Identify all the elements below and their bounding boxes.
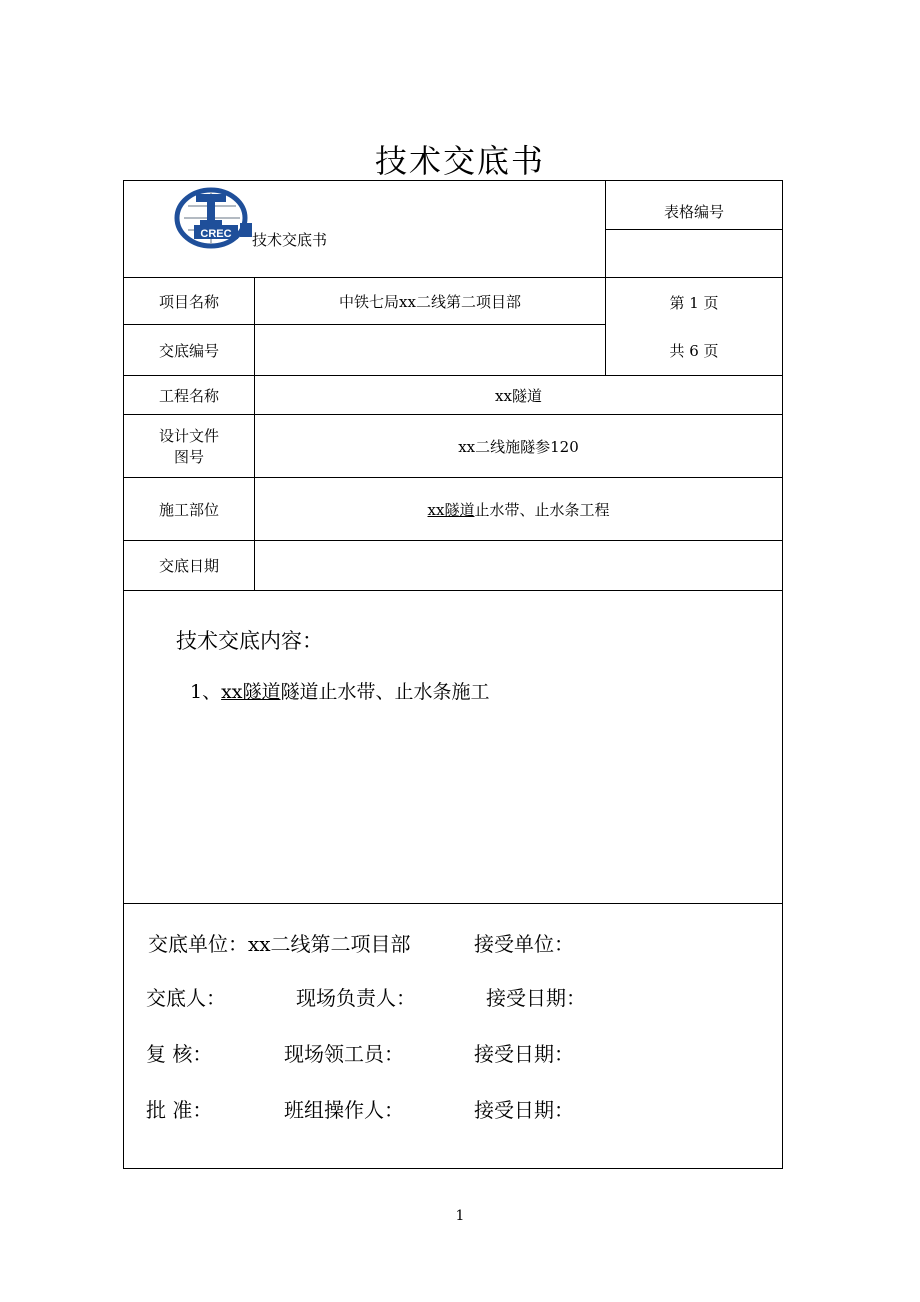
disclosure-no-label: 交底编号 [124,325,255,376]
content-item-rest: 隧道止水带、止水条施工 [280,681,490,703]
form-number-value[interactable] [606,230,783,278]
construction-part-value [255,478,783,541]
page-info [606,278,783,376]
page-total: 共 6 页 [669,341,719,360]
content-section [124,591,783,904]
engineering-name-label: 工程名称 [124,376,255,415]
form-header [124,181,606,278]
disclosure-form [123,180,783,1169]
design-doc-value: xx二线施隧参120 [255,415,783,478]
receive-date-2: 接受日期： [474,1042,574,1066]
page-title: 技术交底书 [374,142,545,180]
form-number-label: 表格编号 [606,181,783,230]
discloser: 交底人： [146,986,226,1010]
construction-part-rest: 止水带、止水条工程 [474,500,610,519]
receive-date-1: 接受日期： [486,986,586,1010]
site-manager: 现场负责人： [296,986,416,1010]
team-operator: 班组操作人： [284,1098,404,1122]
receiving-unit: 接受单位： [474,932,574,956]
logo-text: CREC [200,228,232,240]
approver: 批 准： [146,1098,213,1122]
construction-part-label: 施工部位 [124,478,255,541]
site-foreman: 现场领工员： [284,1042,404,1066]
disclosure-no-value[interactable] [255,325,606,376]
crec-logo-icon [174,187,256,249]
page-number: 1 [455,1208,465,1224]
design-doc-label-line1: 设计文件 [158,427,219,445]
engineering-name-value: xx隧道 [255,376,783,415]
content-heading: 技术交底内容： [176,629,323,653]
header-label: 技术交底书 [252,231,328,249]
project-name-label: 项目名称 [124,278,255,325]
signature-section [124,904,783,1169]
reviewer: 复 核： [146,1042,213,1066]
issuing-unit: 交底单位：xx二线第二项目部 [148,932,411,956]
design-doc-label-line2: 图号 [173,448,204,466]
content-item-underlined: xx隧道 [221,681,281,703]
content-item-prefix: 1、 [190,681,222,703]
disclosure-date-label: 交底日期 [124,541,255,591]
disclosure-date-value[interactable] [255,541,783,591]
receive-date-3: 接受日期： [474,1098,574,1122]
page-current: 第 1 页 [669,293,719,312]
design-doc-label [124,415,255,478]
project-name-value: 中铁七局xx二线第二项目部 [255,278,606,325]
construction-part-underlined: xx隧道 [427,500,475,519]
content-item [190,677,490,704]
